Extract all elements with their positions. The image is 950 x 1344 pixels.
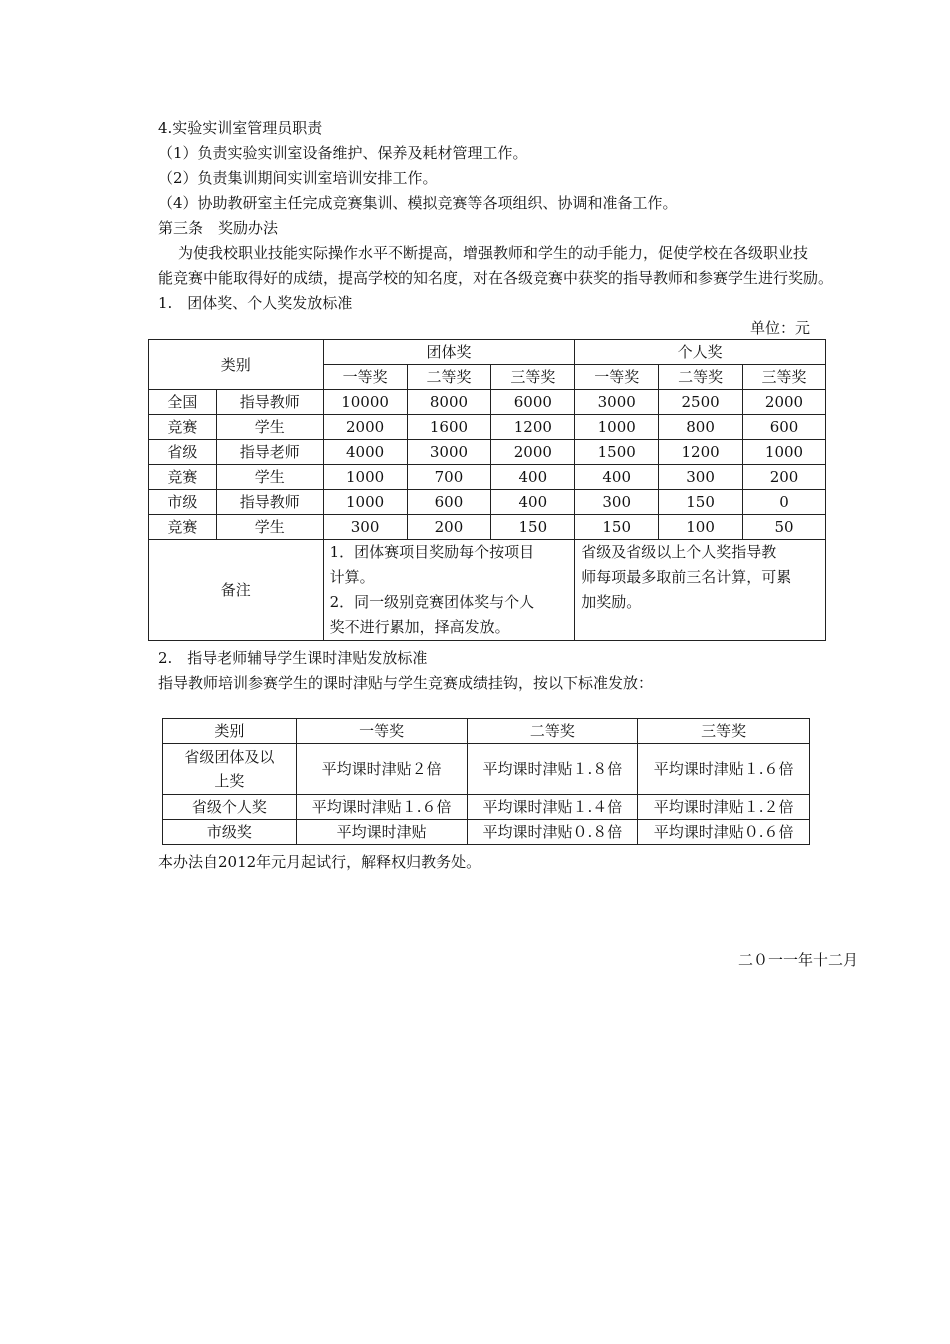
intro-line-1: 为使我校职业技能实际操作水平不断提高，增强教师和学生的动手能力，促使学校在各级职业技 <box>178 244 809 262</box>
allowance-cell: 平均课时津贴０.８倍 <box>467 820 638 845</box>
value-cell: 1000 <box>323 465 407 490</box>
individual-award-header: 个人奖 <box>575 340 826 365</box>
level-label-bottom: 竞赛 <box>149 465 217 490</box>
role-cell: 指导老师 <box>216 440 323 465</box>
rank-header: 三等奖 <box>638 719 810 744</box>
value-cell: 100 <box>659 515 743 540</box>
value-cell: 600 <box>743 415 826 440</box>
section-4-title: 4.实验实训室管理员职责 <box>158 119 323 137</box>
role-cell: 指导教师 <box>216 490 323 515</box>
duty-item: （4）协助教研室主任完成竞赛集训、模拟竞赛等各项组织、协调和准备工作。 <box>158 194 678 212</box>
notes-row <box>149 540 826 641</box>
rank-header: 二等奖 <box>467 719 638 744</box>
item-1-title: 1. 团体奖、个人奖发放标准 <box>158 294 353 312</box>
value-cell: 2000 <box>491 440 575 465</box>
allowance-cell: 平均课时津贴１.２倍 <box>638 795 810 820</box>
document-date: 二０一一年十二月 <box>737 951 858 969</box>
allowance-cell: 平均课时津贴１.４倍 <box>467 795 638 820</box>
category-cell <box>163 744 297 795</box>
award-standard-table <box>148 339 826 641</box>
value-cell: 3000 <box>575 390 659 415</box>
table-row <box>149 490 826 515</box>
value-cell: 150 <box>659 490 743 515</box>
value-cell: 1000 <box>323 490 407 515</box>
value-cell: 1200 <box>659 440 743 465</box>
rank-header: 一等奖 <box>323 365 407 390</box>
allowance-cell: 平均课时津贴１.６倍 <box>638 744 810 795</box>
duty-item: （1）负责实验实训室设备维护、保养及耗材管理工作。 <box>158 144 528 162</box>
table-row <box>149 465 826 490</box>
role-cell: 学生 <box>216 515 323 540</box>
category-header: 类别 <box>163 719 297 744</box>
allowance-cell: 平均课时津贴２倍 <box>296 744 467 795</box>
level-label-top: 市级 <box>149 490 217 515</box>
value-cell: 8000 <box>407 390 491 415</box>
rank-header: 二等奖 <box>659 365 743 390</box>
rank-header: 三等奖 <box>491 365 575 390</box>
allowance-cell: 平均课时津贴 <box>296 820 467 845</box>
value-cell: 1000 <box>575 415 659 440</box>
category-cell: 市级奖 <box>163 820 297 845</box>
table-row <box>149 390 826 415</box>
value-cell: 400 <box>491 465 575 490</box>
table-row <box>163 795 810 820</box>
value-cell: 200 <box>407 515 491 540</box>
notes-label: 备注 <box>149 540 324 641</box>
value-cell: 0 <box>743 490 826 515</box>
team-award-header: 团体奖 <box>323 340 575 365</box>
item-2-title: 2. 指导老师辅导学生课时津贴发放标准 <box>158 649 428 667</box>
value-cell: 1200 <box>491 415 575 440</box>
value-cell: 6000 <box>491 390 575 415</box>
value-cell: 1000 <box>743 440 826 465</box>
level-label-bottom: 竞赛 <box>149 415 217 440</box>
value-cell: 1500 <box>575 440 659 465</box>
value-cell: 150 <box>491 515 575 540</box>
category-header: 类别 <box>149 340 324 390</box>
value-cell: 3000 <box>407 440 491 465</box>
value-cell: 300 <box>659 465 743 490</box>
level-label-bottom: 竞赛 <box>149 515 217 540</box>
team-note-line: 2．同一级别竞赛团体奖与个人 <box>329 593 535 611</box>
value-cell: 2500 <box>659 390 743 415</box>
category-cell: 省级个人奖 <box>163 795 297 820</box>
unit-label: 单位：元 <box>749 319 810 337</box>
team-note-line: 1．团体赛项目奖励每个按项目 <box>329 543 535 561</box>
allowance-cell: 平均课时津贴１.６倍 <box>296 795 467 820</box>
category-line: 省级团体及以 <box>184 748 275 766</box>
value-cell: 2000 <box>323 415 407 440</box>
allowance-cell: 平均课时津贴０.６倍 <box>638 820 810 845</box>
category-line: 上奖 <box>214 772 245 790</box>
value-cell: 150 <box>575 515 659 540</box>
rank-header: 三等奖 <box>743 365 826 390</box>
value-cell: 2000 <box>743 390 826 415</box>
closing-statement: 本办法自2012年元月起试行，解释权归教务处。 <box>158 853 482 871</box>
level-label-top: 省级 <box>149 440 217 465</box>
value-cell: 800 <box>659 415 743 440</box>
value-cell: 400 <box>575 465 659 490</box>
role-cell: 指导教师 <box>216 390 323 415</box>
table-header-row <box>163 719 810 744</box>
rank-header: 一等奖 <box>575 365 659 390</box>
value-cell: 300 <box>323 515 407 540</box>
value-cell: 50 <box>743 515 826 540</box>
intro-line-2: 能竞赛中能取得好的成绩，提高学校的知名度，对在各级竞赛中获奖的指导教师和参赛学生进行奖励。 <box>158 269 834 287</box>
team-notes <box>323 540 575 641</box>
item-2-description: 指导教师培训参赛学生的课时津贴与学生竞赛成绩挂钩，按以下标准发放： <box>158 674 654 692</box>
team-note-line: 奖不进行累加，择高发放。 <box>329 618 510 636</box>
value-cell: 700 <box>407 465 491 490</box>
table-row <box>149 415 826 440</box>
value-cell: 200 <box>743 465 826 490</box>
level-label-top: 全国 <box>149 390 217 415</box>
value-cell: 4000 <box>323 440 407 465</box>
table-row <box>163 744 810 795</box>
individual-note-line: 师每项最多取前三名计算，可累 <box>581 568 792 586</box>
rank-header: 一等奖 <box>296 719 467 744</box>
value-cell: 600 <box>407 490 491 515</box>
individual-note-line: 加奖励。 <box>581 593 642 611</box>
table-header-row <box>149 340 826 365</box>
team-note-line: 计算。 <box>329 568 375 586</box>
table-row <box>149 515 826 540</box>
individual-note-line: 省级及省级以上个人奖指导教 <box>581 543 777 561</box>
allowance-standard-table <box>162 718 810 845</box>
table-row <box>149 440 826 465</box>
role-cell: 学生 <box>216 415 323 440</box>
individual-notes <box>575 540 826 641</box>
allowance-cell: 平均课时津贴１.８倍 <box>467 744 638 795</box>
article-3-title: 第三条 奖励办法 <box>158 219 279 237</box>
value-cell: 10000 <box>323 390 407 415</box>
value-cell: 1600 <box>407 415 491 440</box>
value-cell: 400 <box>491 490 575 515</box>
value-cell: 300 <box>575 490 659 515</box>
role-cell: 学生 <box>216 465 323 490</box>
duty-item: （2）负责集训期间实训室培训安排工作。 <box>158 169 438 187</box>
table-row <box>163 820 810 845</box>
rank-header: 二等奖 <box>407 365 491 390</box>
